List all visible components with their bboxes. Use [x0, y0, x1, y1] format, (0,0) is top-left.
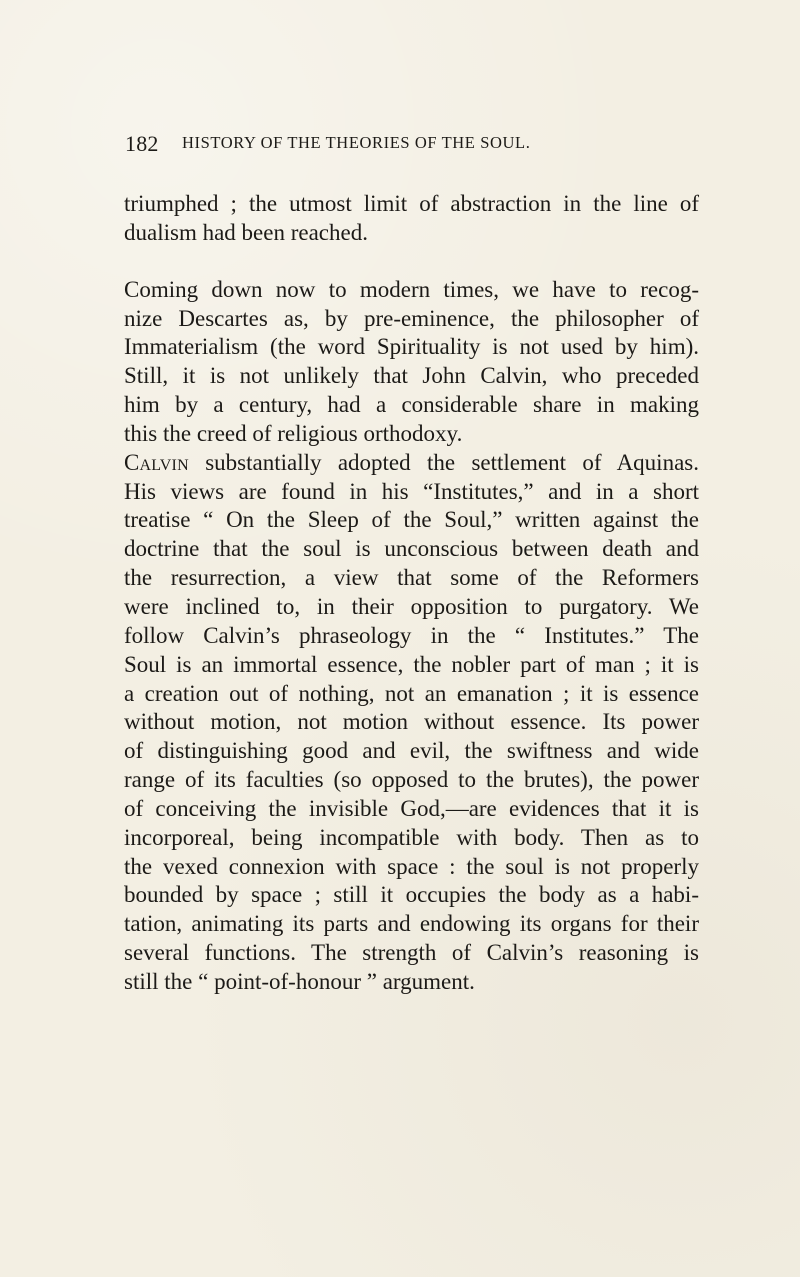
- page-header-title: HISTORY OF THE THEORIES OF THE SOUL.: [182, 133, 531, 152]
- text-line: still the “ point-of-honour ” argument.: [124, 968, 475, 994]
- body-text: [124, 190, 699, 997]
- text-line: Soul is an immortal essence, the nobler part of man ; it is: [124, 651, 699, 677]
- text-line: of distinguishing good and evil, the swiftness and wide: [124, 738, 699, 764]
- text-line: this the creed of religious orthodoxy.: [124, 420, 463, 446]
- text-line: a creation out of nothing, not an emanation ; it is essence: [124, 680, 699, 706]
- page-number: 182: [125, 131, 159, 156]
- text-line: nize Descartes as, by pre-eminence, the philosopher of: [124, 305, 699, 331]
- text-line: tation, animating its parts and endowing its organs for their: [124, 911, 699, 937]
- text-line: without motion, not motion without essence. Its power: [124, 709, 699, 735]
- text-line: incorporeal, being incompatible with body. Then as to: [124, 824, 699, 850]
- text-line: bounded by space ; still it occupies the body as a habi-: [124, 882, 699, 908]
- text-line: were inclined to, in their opposition to purgatory. We: [124, 593, 699, 619]
- running-header: [125, 131, 682, 161]
- text-line: the vexed connexion with space : the soul is not properly: [124, 853, 699, 879]
- text-line: His views are found in his “Institutes,” and in a short: [124, 478, 699, 504]
- text-line: treatise “ On the Sleep of the Soul,” written against the: [124, 507, 699, 533]
- text-line: Immaterialism (the word Spirituality is not used by him).: [124, 334, 699, 360]
- text-line: several functions. The strength of Calvin’s reasoning is: [124, 940, 699, 966]
- text-line: triumphed ; the utmost limit of abstraction in the line of: [124, 191, 699, 216]
- paragraph-spacing: [124, 248, 699, 276]
- text-line: Still, it is not unlikely that John Calvin, who preceded: [124, 363, 699, 389]
- text-line: him by a century, had a considerable share in making: [124, 392, 699, 418]
- text-line: the resurrection, a view that some of the Reformers: [124, 565, 699, 591]
- text-line: of conceiving the invisible God,—are evidences that it is: [124, 795, 699, 821]
- text-span: substantially adopted the settlement of Aquinas.: [188, 449, 699, 475]
- text-line: follow Calvin’s phraseology in the “ Institutes.” The: [124, 622, 699, 648]
- calvin-small-caps: Calvin: [124, 449, 189, 475]
- text-line: dualism had been reached.: [124, 219, 368, 245]
- paragraph-start-line: [124, 449, 699, 478]
- text-line: range of its faculties (so opposed to the brutes), the power: [124, 767, 699, 793]
- text-line: doctrine that the soul is unconscious between death and: [124, 536, 699, 562]
- paragraph-start-line: Coming down now to modern times, we have to recog-: [124, 276, 699, 302]
